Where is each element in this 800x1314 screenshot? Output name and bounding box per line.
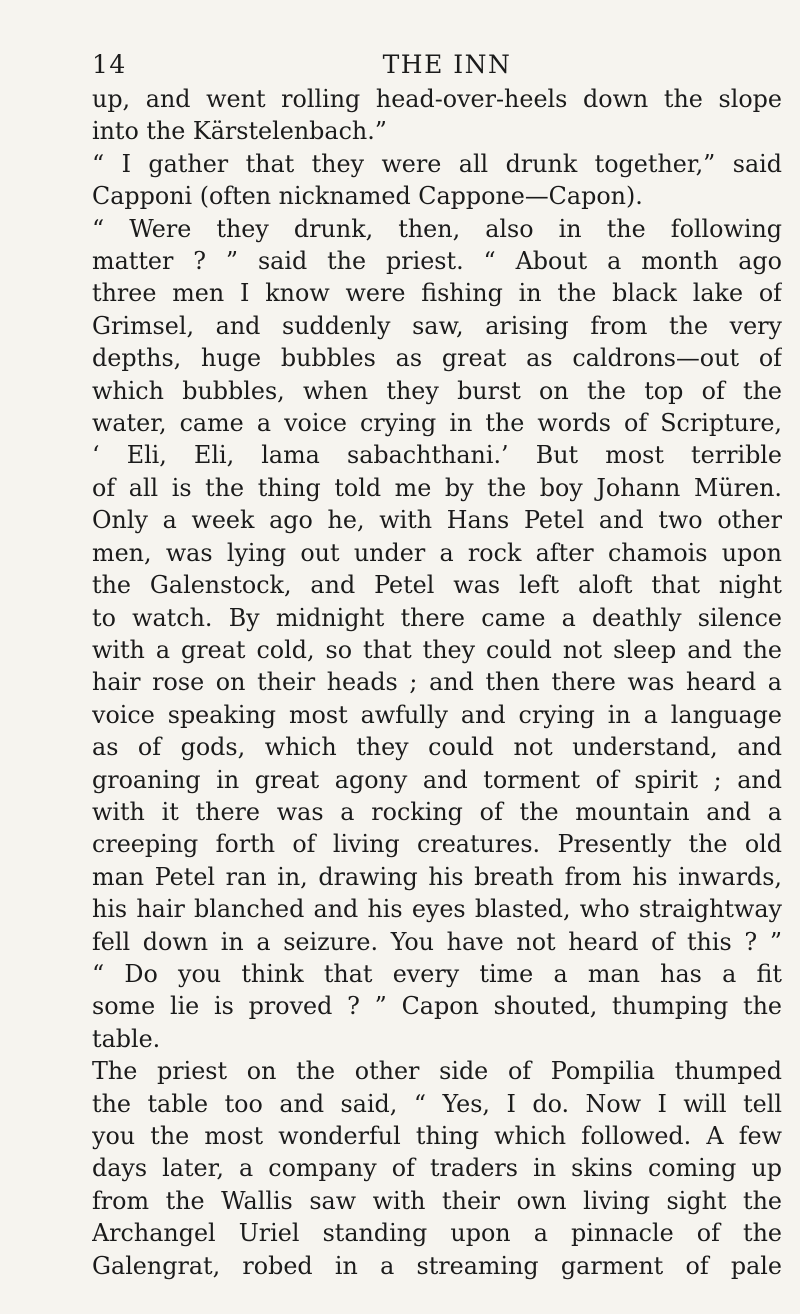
text-line: “ Do you think that every time a man has a fit (92, 959, 782, 988)
text-line: to watch. By midnight there came a deathly silence (92, 603, 782, 632)
text-line: Grimsel, and suddenly saw, arising from the very (92, 311, 782, 340)
text-line: “ Were they drunk, then, also in the following (92, 214, 782, 243)
text-line: which bubbles, when they burst on the top of the (92, 376, 782, 405)
page-number: 14 (92, 50, 127, 79)
text-line: water, came a voice crying in the words of Scripture, (92, 409, 782, 438)
text-line: table. (92, 1024, 161, 1053)
text-line: some lie is proved ? ” Capon shouted, thumping the (92, 992, 782, 1021)
text-line: hair rose on their heads ; and then there was heard a (92, 668, 782, 697)
body-text (92, 83, 782, 1282)
text-line: creeping forth of living creatures. Presently the old (92, 830, 782, 859)
text-line: three men I know were fishing in the black lake of (92, 279, 782, 308)
text-line: with a great cold, so that they could not sleep and the (92, 635, 782, 664)
text-line: matter ? ” said the priest. “ About a month ago (92, 247, 782, 276)
running-head (92, 50, 782, 84)
text-line: ‘ Eli, Eli, lama sabachthani.’ But most terrible (92, 441, 782, 470)
text-line: with it there was a rocking of the mountain and a (92, 797, 782, 826)
text-line: Only a week ago he, with Hans Petel and two other (92, 506, 782, 535)
text-line: Galengrat, robed in a streaming garment of pale (92, 1251, 782, 1280)
text-line: depths, huge bubbles as great as caldrons—out of (92, 344, 782, 373)
text-line: groaning in great agony and torment of spirit ; and (92, 765, 782, 794)
text-line: you the most wonderful thing which followed. A few (92, 1122, 782, 1150)
text-line: the Galenstock, and Petel was left aloft that night (92, 571, 782, 600)
text-line: into the Kärstelenbach.” (92, 117, 387, 146)
text-line: The priest on the other side of Pompilia thumped (92, 1057, 782, 1086)
text-line: days later, a company of traders in skins coming up (92, 1154, 782, 1183)
text-line: Archangel Uriel standing upon a pinnacle of the (92, 1219, 782, 1248)
text-line: men, was lying out under a rock after chamois upon (92, 538, 782, 567)
text-line: of all is the thing told me by the boy Johann Müren. (92, 473, 782, 502)
text-line: as of gods, which they could not understand, and (92, 733, 782, 762)
text-line: man Petel ran in, drawing his breath from his inwards, (92, 862, 782, 891)
text-line: up, and went rolling head-over-heels down the slope (92, 85, 782, 113)
text-line: Capponi (often nicknamed Cappone—Capon). (92, 182, 643, 211)
text-line: voice speaking most awfully and crying in a language (92, 700, 782, 729)
text-line: fell down in a seizure. You have not heard of this ? ” (92, 927, 782, 956)
text-line: the table too and said, “ Yes, I do. Now I will tell (92, 1089, 782, 1118)
text-line: from the Wallis saw with their own living sight the (92, 1186, 782, 1215)
text-line: his hair blanched and his eyes blasted, who straightway (92, 895, 782, 924)
text-line: “ I gather that they were all drunk together,” said (92, 149, 782, 178)
running-title: THE INN (382, 50, 512, 79)
